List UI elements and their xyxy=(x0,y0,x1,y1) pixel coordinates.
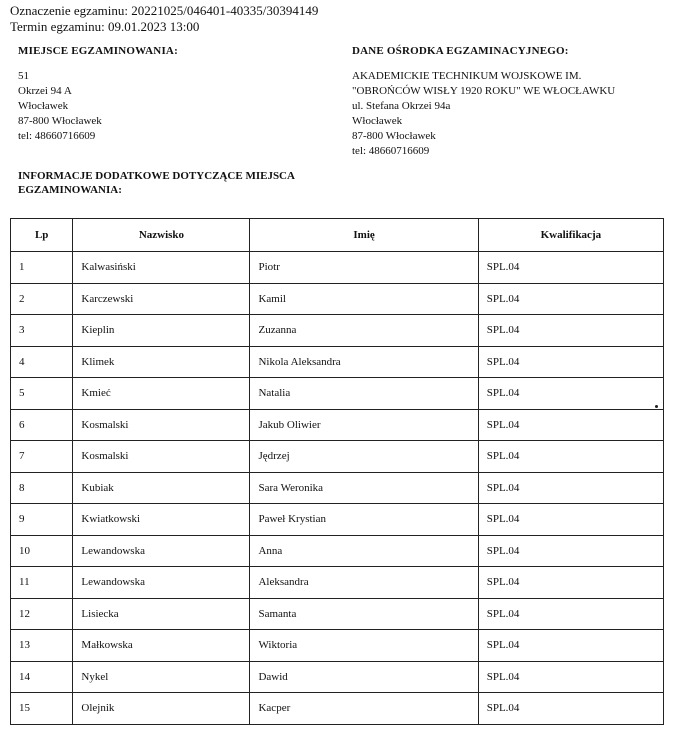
cell-lp: 13 xyxy=(11,630,73,662)
exam-place-line: 87-800 Włocławek xyxy=(18,115,102,127)
exam-center-line: Włocławek xyxy=(352,115,403,127)
exam-center-line: tel: 48660716609 xyxy=(352,145,430,157)
cell-qualification: SPL.04 xyxy=(478,661,663,693)
cell-name: Aleksandra xyxy=(250,567,478,599)
cell-lp: 1 xyxy=(11,252,73,284)
exam-center-line: AKADEMICKIE TECHNIKUM WOJSKOWE IM. xyxy=(352,70,582,82)
exam-place-line: tel: 48660716609 xyxy=(18,130,96,142)
table-row xyxy=(11,693,664,725)
cell-lp: 3 xyxy=(11,315,73,347)
table-body xyxy=(11,252,664,725)
exam-center-title: DANE OŚRODKA EGZAMINACYJNEGO: xyxy=(352,45,569,57)
cell-name: Jędrzej xyxy=(250,441,478,473)
cell-name: Sara Weronika xyxy=(250,472,478,504)
cell-name: Wiktoria xyxy=(250,630,478,662)
exam-place-address xyxy=(18,69,102,144)
cell-surname: Lewandowska xyxy=(73,567,250,599)
cell-surname: Kwiatkowski xyxy=(73,504,250,536)
cell-name: Kamil xyxy=(250,283,478,315)
cell-qualification: SPL.04 xyxy=(478,315,663,347)
exam-date-line: Termin egzaminu: 09.01.2023 13:00 xyxy=(10,19,200,34)
exam-code-line: Oznaczenie egzaminu: 20221025/046401-40335/30394149 xyxy=(10,3,319,18)
exam-center-line: ul. Stefana Okrzei 94a xyxy=(352,100,451,112)
header-qualification: Kwalifikacja xyxy=(478,219,663,252)
table-row xyxy=(11,567,664,599)
table-row xyxy=(11,283,664,315)
cell-surname: Kmieć xyxy=(73,378,250,410)
cell-lp: 14 xyxy=(11,661,73,693)
cell-surname: Olejnik xyxy=(73,693,250,725)
exam-center-line: "OBROŃCÓW WISŁY 1920 ROKU" WE WŁOCŁAWKU xyxy=(352,85,616,97)
cell-lp: 8 xyxy=(11,472,73,504)
cell-qualification: SPL.04 xyxy=(478,472,663,504)
cell-name: Piotr xyxy=(250,252,478,284)
cell-surname: Nykel xyxy=(73,661,250,693)
table-row xyxy=(11,598,664,630)
cell-lp: 9 xyxy=(11,504,73,536)
cell-surname: Klimek xyxy=(73,346,250,378)
exam-place-line: 51 xyxy=(18,70,29,82)
table-row xyxy=(11,315,664,347)
cell-name: Anna xyxy=(250,535,478,567)
cell-name: Paweł Krystian xyxy=(250,504,478,536)
cell-qualification: SPL.04 xyxy=(478,441,663,473)
cell-surname: Kubiak xyxy=(73,472,250,504)
cell-name: Nikola Aleksandra xyxy=(250,346,478,378)
exam-center-address xyxy=(352,69,615,159)
cell-qualification: SPL.04 xyxy=(478,504,663,536)
cell-surname: Kieplin xyxy=(73,315,250,347)
cell-qualification: SPL.04 xyxy=(478,567,663,599)
cell-surname: Kosmalski xyxy=(73,409,250,441)
cell-qualification: SPL.04 xyxy=(478,283,663,315)
cell-qualification: SPL.04 xyxy=(478,378,663,410)
header-surname: Nazwisko xyxy=(73,219,250,252)
exam-place-title: MIEJSCE EGZAMINOWANIA: xyxy=(18,45,178,57)
table-row xyxy=(11,378,664,410)
scan-speck xyxy=(655,405,658,408)
table-row xyxy=(11,409,664,441)
cell-name: Kacper xyxy=(250,693,478,725)
cell-qualification: SPL.04 xyxy=(478,630,663,662)
table-row xyxy=(11,535,664,567)
cell-lp: 2 xyxy=(11,283,73,315)
cell-lp: 10 xyxy=(11,535,73,567)
cell-name: Dawid xyxy=(250,661,478,693)
table-row xyxy=(11,661,664,693)
cell-surname: Kalwasiński xyxy=(73,252,250,284)
cell-qualification: SPL.04 xyxy=(478,252,663,284)
cell-surname: Lisiecka xyxy=(73,598,250,630)
cell-lp: 5 xyxy=(11,378,73,410)
cell-lp: 4 xyxy=(11,346,73,378)
header-name: Imię xyxy=(250,219,478,252)
cell-surname: Małkowska xyxy=(73,630,250,662)
cell-qualification: SPL.04 xyxy=(478,535,663,567)
cell-surname: Lewandowska xyxy=(73,535,250,567)
cell-qualification: SPL.04 xyxy=(478,693,663,725)
cell-name: Jakub Oliwier xyxy=(250,409,478,441)
cell-name: Natalia xyxy=(250,378,478,410)
cell-name: Samanta xyxy=(250,598,478,630)
table-row xyxy=(11,472,664,504)
header-lp: Lp xyxy=(11,219,73,252)
cell-lp: 12 xyxy=(11,598,73,630)
exam-center-line: 87-800 Włocławek xyxy=(352,130,436,142)
cell-lp: 7 xyxy=(11,441,73,473)
table-header-row xyxy=(11,219,664,252)
cell-name: Zuzanna xyxy=(250,315,478,347)
table-row xyxy=(11,630,664,662)
table-row xyxy=(11,441,664,473)
additional-info-title: INFORMACJE DODATKOWE DOTYCZĄCE MIEJSCA EGZAMINOWANIA: xyxy=(18,170,295,196)
cell-surname: Kosmalski xyxy=(73,441,250,473)
exam-place-line: Okrzei 94 A xyxy=(18,85,72,97)
table-row xyxy=(11,346,664,378)
cell-qualification: SPL.04 xyxy=(478,409,663,441)
cell-qualification: SPL.04 xyxy=(478,346,663,378)
table-row xyxy=(11,252,664,284)
cell-lp: 11 xyxy=(11,567,73,599)
cell-lp: 6 xyxy=(11,409,73,441)
candidates-table xyxy=(10,218,664,725)
table-row xyxy=(11,504,664,536)
cell-qualification: SPL.04 xyxy=(478,598,663,630)
cell-surname: Karczewski xyxy=(73,283,250,315)
exam-place-line: Włocławek xyxy=(18,100,69,112)
cell-lp: 15 xyxy=(11,693,73,725)
